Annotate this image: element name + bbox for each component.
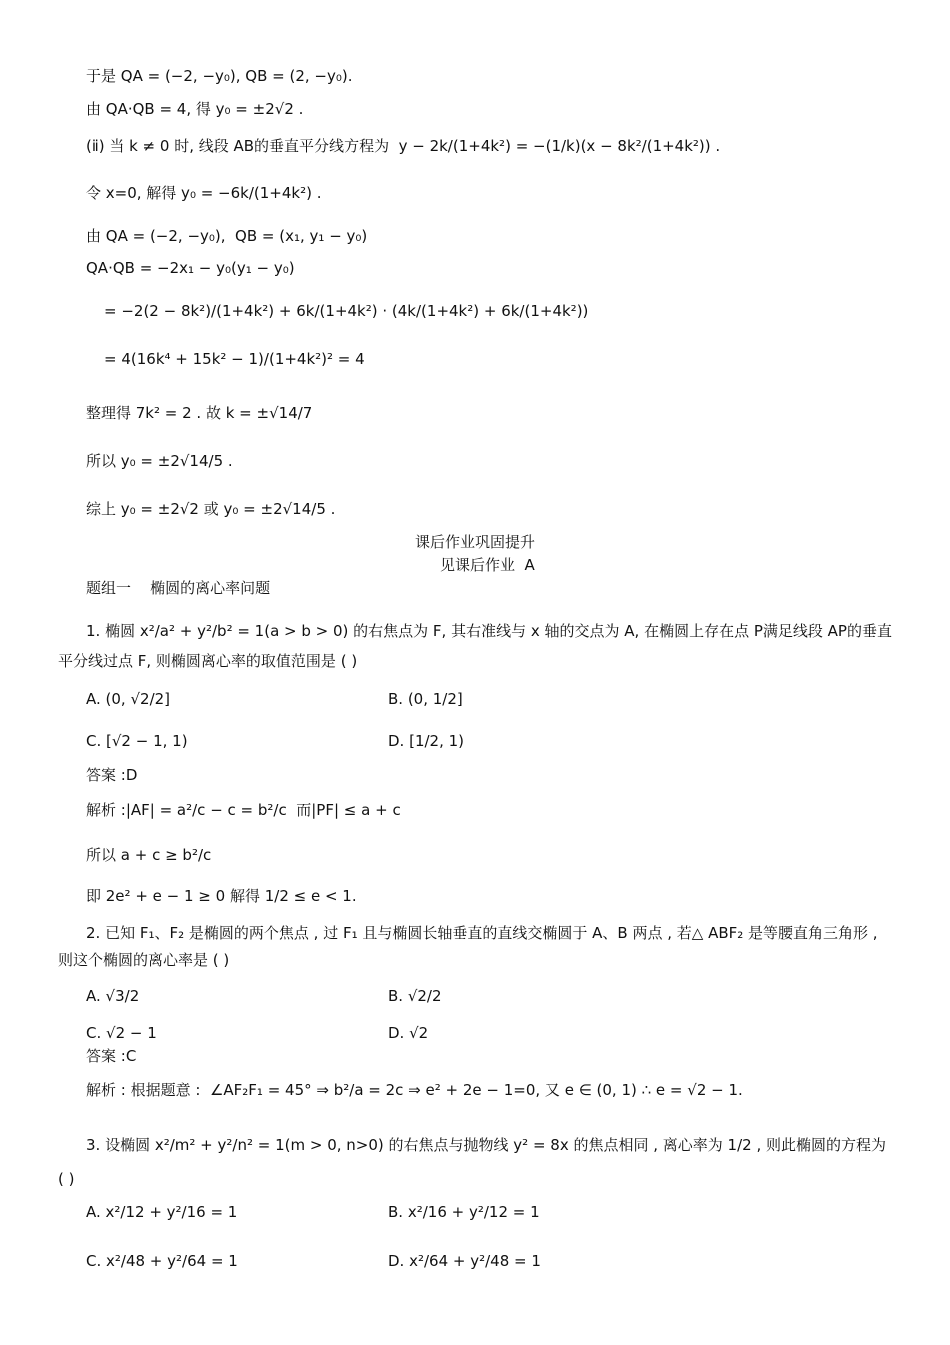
question-1-explanation-2: 所以 a + c ≥ b²/c (86, 846, 212, 864)
section-heading: 课后作业巩固提升 (414, 533, 535, 551)
question-2-explanation: 解析 : 根据题意 : ∠AF₂F₁ = 45° ⇒ b²/a = 2c ⇒ e² + 2e − 1=0, 又 e ∈ (0, 1) ∴ e = √2 − 1. (86, 1081, 743, 1099)
question-2-answer: 答案 :C (86, 1047, 137, 1065)
question-2-option-c: C. √2 − 1 (86, 1024, 157, 1042)
solution-line-8: = 4(16k⁴ + 15k² − 1)/(1+4k²)² = 4 (104, 350, 365, 368)
question-3-option-c: C. x²/48 + y²/64 = 1 (86, 1252, 238, 1270)
question-1-option-b: B. (0, 1/2] (388, 690, 463, 708)
question-3-option-b: B. x²/16 + y²/12 = 1 (388, 1203, 540, 1221)
question-1-answer: 答案 :D (86, 766, 138, 784)
solution-line-6: QA·QB = −2x₁ − y₀(y₁ − y₀) (86, 259, 295, 277)
question-1-explanation-3: 即 2e² + e − 1 ≥ 0 解得 1/2 ≤ e < 1. (86, 887, 357, 905)
question-2-stem: 2. 已知 F₁、F₂ 是椭圆的两个焦点 , 过 F₁ 且与椭圆长轴垂直的直线交椭圆于 A、B 两点 , 若△ ABF₂ 是等腰直角三角形 , 则这个椭圆的离心率是 ( ) (58, 924, 878, 969)
question-2-option-b: B. √2/2 (388, 987, 442, 1005)
solution-line-1: 于是 QA = (−2, −y₀), QB = (2, −y₀). (86, 67, 353, 85)
question-1-option-c: C. [√2 − 1, 1) (86, 732, 188, 750)
section-subheading: 见课后作业 A (440, 556, 535, 574)
solution-line-7: = −2(2 − 8k²)/(1+4k²) + 6k/(1+4k²) · (4k/(1+4k²) + 6k/(1+4k²)) (104, 302, 589, 320)
solution-line-4: 令 x=0, 解得 y₀ = −6k/(1+4k²) . (86, 184, 322, 202)
question-1-option-d: D. [1/2, 1) (388, 732, 465, 750)
group-title: 题组一 椭圆的离心率问题 (86, 579, 271, 597)
question-1-option-a: A. (0, √2/2] (86, 690, 171, 708)
solution-line-11: 综上 y₀ = ±2√2 或 y₀ = ±2√14/5 . (86, 500, 336, 518)
question-3-option-a: A. x²/12 + y²/16 = 1 (86, 1203, 238, 1221)
question-1-stem: 1. 椭圆 x²/a² + y²/b² = 1(a > b > 0) 的右焦点为 F, 其右准线与 x 轴的交点为 A, 在椭圆上存在点 P满足线段 AP的垂直平分线过点 F, 则椭圆离心率的取值范围是 ( ) (58, 622, 892, 670)
question-3-option-d: D. x²/64 + y²/48 = 1 (388, 1252, 541, 1270)
solution-line-2: 由 QA·QB = 4, 得 y₀ = ±2√2 . (86, 100, 304, 118)
solution-line-9: 整理得 7k² = 2 . 故 k = ±√14/7 (86, 404, 313, 422)
solution-line-3: (ⅱ) 当 k ≠ 0 时, 线段 AB的垂直平分线方程为 y − 2k/(1+4k²) = −(1/k)(x − 8k²/(1+4k²)) . (86, 137, 721, 155)
question-2-option-d: D. √2 (388, 1024, 429, 1042)
question-2-option-a: A. √3/2 (86, 987, 140, 1005)
question-3-stem: 3. 设椭圆 x²/m² + y²/n² = 1(m > 0, n>0) 的右焦点与抛物线 y² = 8x 的焦点相同 , 离心率为 1/2 , 则此椭圆的方程为 ( ) (58, 1136, 886, 1188)
solution-line-5: 由 QA = (−2, −y₀), QB = (x₁, y₁ − y₀) (86, 227, 368, 245)
question-1-explanation-1: 解析 :|AF| = a²/c − c = b²/c 而|PF| ≤ a + c (86, 801, 401, 819)
solution-line-10: 所以 y₀ = ±2√14/5 . (86, 452, 233, 470)
